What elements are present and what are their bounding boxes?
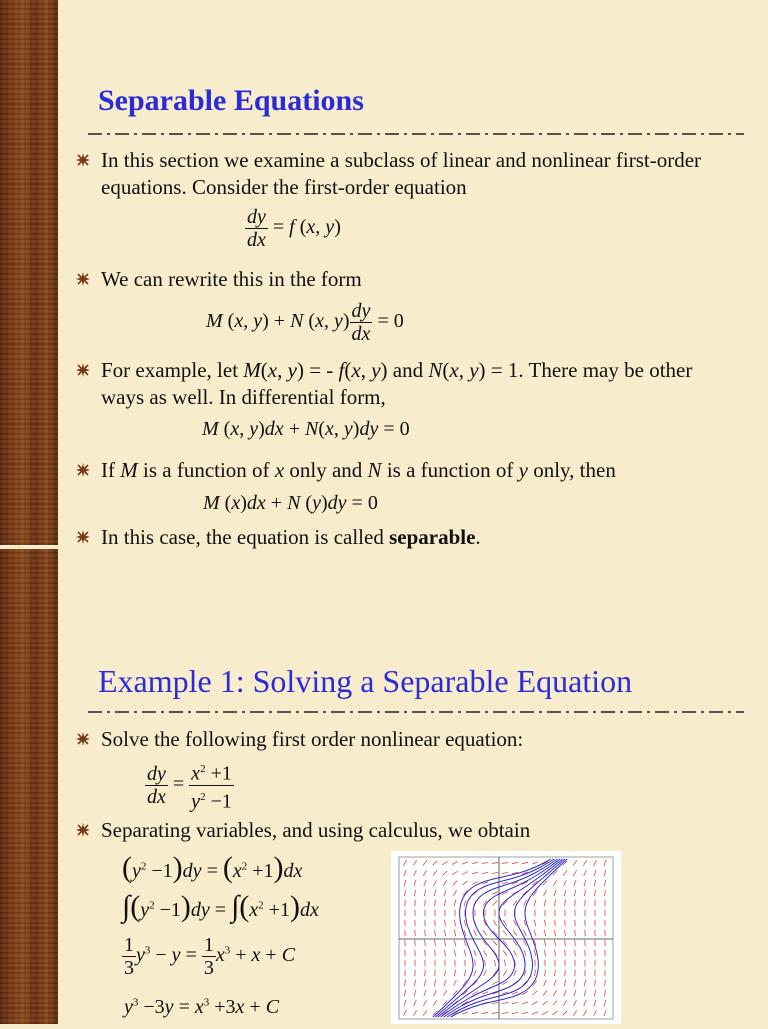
bullet-text: Solve the following first order nonlinear equation: — [76, 726, 736, 753]
star-bullet-icon — [76, 272, 90, 286]
bullet-item — [76, 147, 736, 201]
bullet-text: In this case, the equation is called separable. — [76, 524, 736, 551]
slope-mark — [585, 930, 586, 936]
dashed-divider — [88, 131, 744, 137]
dashed-divider — [88, 709, 744, 715]
bullet-item — [76, 524, 736, 551]
decorative-side-strip — [0, 0, 58, 545]
slope-mark — [415, 900, 416, 906]
slide-title: Separable Equations — [98, 84, 364, 118]
plot-frame — [399, 857, 613, 1019]
bullet-text: If M is a function of x only and N is a function of y only, then — [76, 457, 736, 484]
bullet-item — [76, 457, 736, 484]
equation-example-ode: $\frac{dy}{dx}$ = $\frac{x^2 +1}{y^2 -1}$ — [145, 758, 234, 812]
direction-field-figure — [391, 851, 621, 1024]
star-bullet-icon — [76, 823, 90, 837]
star-bullet-icon — [76, 463, 90, 477]
equation-solution: $y^3 -3y = x^3 +3x + C$ — [124, 996, 279, 1019]
slope-mark — [475, 960, 476, 966]
bullet-item — [76, 726, 736, 753]
star-bullet-icon — [76, 363, 90, 377]
bullet-item — [76, 357, 736, 411]
equation-integrals: $\int(y^2 -1)dy = \int(x^2 +1)dx$ — [122, 890, 319, 924]
equation-separable-form: M (x)dx + N (y)dy = 0 — [203, 492, 378, 515]
star-bullet-icon — [76, 153, 90, 167]
bullet-item — [76, 266, 736, 293]
direction-field-plot — [391, 851, 621, 1024]
decorative-side-strip — [0, 549, 58, 1024]
slide-title: Example 1: Solving a Separable Equation — [98, 663, 632, 700]
star-bullet-icon — [76, 530, 90, 544]
slope-mark — [585, 940, 586, 946]
equation-separated: $(y^2 -1)dy = (x^2 +1)dx$ — [122, 851, 302, 885]
bullet-item — [76, 817, 736, 844]
slope-mark — [415, 940, 416, 946]
bullet-text: Separating variables, and using calculus, we obtain — [76, 817, 736, 844]
bullet-text: For example, let M(x, y) = - f(x, y) and N(x, y) = 1. There may be other ways as well. In differential form, — [76, 357, 736, 411]
equation-m-n-form: M (x, y) + N (x, y) $\frac{dy}{dx}$ = 0 — [206, 300, 404, 345]
slope-mark — [435, 920, 436, 926]
bullet-text: We can rewrite this in the form — [76, 266, 736, 293]
bullet-text: In this section we examine a subclass of linear and nonlinear first-order equations. Consider the first-order equation — [76, 147, 736, 201]
equation-differential-form: M (x, y)dx + N(x, y)dy = 0 — [202, 418, 410, 441]
slope-mark — [565, 920, 566, 926]
equation-dy-dx: $\frac{dy}{dx}$ = f (x, y) — [245, 206, 341, 251]
slope-mark — [415, 930, 416, 936]
equation-integrated: $\frac{1}{3}$ $y^3 - y$ = $\frac{1}{3}$ $x^3 + x + C$ — [122, 934, 295, 979]
star-bullet-icon — [76, 732, 90, 746]
